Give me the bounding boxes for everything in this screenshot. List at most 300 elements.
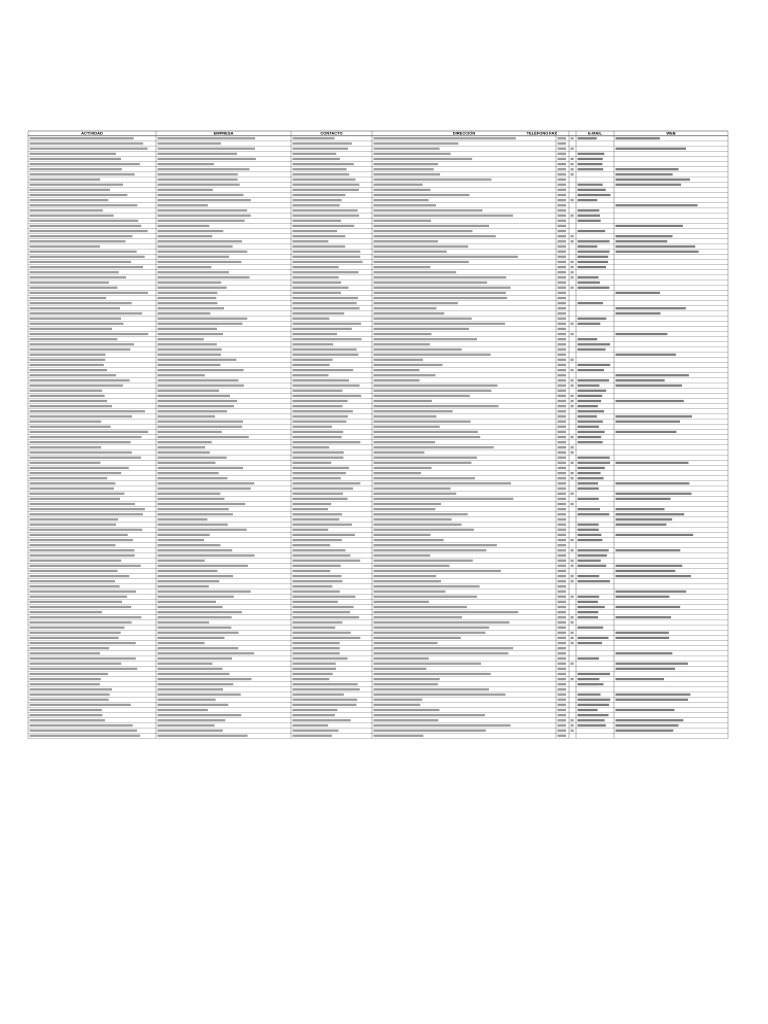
table-cell-text[interactable] [616, 596, 670, 598]
table-cell-text [558, 575, 567, 577]
table-cell-text [158, 302, 218, 304]
table-cell-text[interactable] [578, 436, 602, 438]
table-cell-text [374, 730, 486, 732]
table-cell-text[interactable] [616, 632, 669, 634]
table-cell-text[interactable] [578, 230, 606, 232]
table-cell-text [293, 524, 352, 526]
table-cell-text [374, 137, 516, 139]
table-cell-text[interactable] [578, 724, 606, 726]
table-cell-text [293, 364, 330, 366]
table-cell-text[interactable] [578, 467, 605, 469]
table-cell-text[interactable] [578, 137, 597, 139]
table-cell-text[interactable] [578, 338, 598, 340]
table-cell-text [293, 673, 333, 675]
table-cell-text [558, 688, 567, 690]
table-cell-text [30, 148, 148, 150]
table-cell-text[interactable] [578, 395, 603, 397]
table-cell-text[interactable] [616, 421, 680, 423]
table-cell-text [293, 343, 334, 345]
table-cell-text[interactable] [616, 168, 679, 170]
table-cell-text [293, 271, 359, 273]
table-cell-text [158, 601, 216, 603]
table-cell-text [158, 374, 205, 376]
table-cell-text [293, 611, 351, 613]
table-cell-text[interactable] [578, 158, 603, 160]
table-cell-text [374, 513, 468, 515]
table-cell-text [293, 230, 338, 232]
table-cell-text[interactable] [616, 374, 689, 376]
table-cell-text [374, 719, 439, 721]
table-cell-text[interactable] [616, 513, 685, 515]
table-cell-text[interactable] [616, 493, 692, 495]
table-cell-text[interactable] [578, 251, 610, 253]
table-cell-text[interactable] [578, 421, 603, 423]
table-cell-text [158, 719, 226, 721]
table-cell-text[interactable] [578, 431, 605, 433]
table-cell-text [158, 663, 213, 665]
table-cell-text [30, 142, 144, 144]
table-cell-text[interactable] [578, 549, 609, 551]
table-cell-text[interactable] [578, 575, 600, 577]
table-cell-text[interactable] [578, 554, 607, 556]
table-cell-text[interactable] [578, 709, 598, 711]
table-cell-text [293, 137, 335, 139]
header-fax: FAX [549, 130, 557, 136]
table-cell-text[interactable] [578, 266, 607, 268]
table-cell-text [558, 621, 567, 623]
table-cell-text [374, 585, 480, 587]
table-cell-text[interactable] [578, 498, 599, 500]
table-cell-text [374, 663, 482, 665]
table-cell-text [374, 348, 462, 350]
table-cell-text[interactable] [578, 405, 598, 407]
table-cell-text[interactable] [578, 384, 600, 386]
table-cell-text[interactable] [578, 184, 603, 186]
table-cell-text [558, 379, 567, 381]
table-cell-text [30, 251, 137, 253]
table-cell-text[interactable] [578, 637, 609, 639]
table-cell-text[interactable] [616, 678, 665, 680]
table-cell-text [293, 704, 357, 706]
table-cell-text [293, 590, 340, 592]
table-cell-text [558, 395, 567, 397]
table-cell-text[interactable] [578, 168, 604, 170]
table-cell-text [30, 137, 134, 139]
table-cell-text[interactable] [578, 390, 607, 392]
table-cell-text [293, 699, 358, 701]
table-cell-text [558, 431, 567, 433]
table-cell-text[interactable] [578, 281, 600, 283]
table-cell-text [293, 724, 329, 726]
table-cell-text[interactable] [578, 627, 604, 629]
table-cell-text [293, 596, 356, 598]
table-cell-text [30, 405, 113, 407]
table-cell-text [158, 534, 210, 536]
table-cell-text [158, 570, 218, 572]
table-cell-text[interactable] [616, 415, 692, 417]
table-cell-text[interactable] [578, 379, 610, 381]
table-cell-text [293, 292, 341, 294]
table-cell-text[interactable] [616, 606, 681, 608]
table-cell-text [293, 457, 344, 459]
table-cell-text[interactable] [616, 333, 668, 335]
table-cell-text [293, 189, 359, 191]
table-cell-text [30, 168, 122, 170]
table-cell-text [374, 287, 511, 289]
table-cell-text [374, 436, 481, 438]
table-cell-text[interactable] [578, 477, 604, 479]
table-cell-text [558, 178, 567, 180]
table-cell-text [558, 611, 567, 613]
table-cell-text [558, 302, 567, 304]
table-cell-text [293, 142, 352, 144]
table-cell-text [30, 436, 142, 438]
table-cell-text [158, 431, 222, 433]
table-cell-text[interactable] [578, 539, 603, 541]
table-cell-text[interactable] [578, 611, 599, 613]
table-cell-text[interactable] [616, 482, 690, 484]
table-cell-text[interactable] [616, 173, 673, 175]
table-cell-text[interactable] [578, 302, 603, 304]
table-cell-text [558, 673, 567, 675]
table-cell-text[interactable] [578, 410, 605, 412]
table-cell-text[interactable] [616, 719, 684, 721]
table-cell-text[interactable] [578, 220, 601, 222]
table-cell-text [293, 173, 350, 175]
table-cell-text [374, 276, 507, 278]
table-cell-text[interactable] [578, 565, 607, 567]
table-cell-text [158, 338, 204, 340]
table-cell-text[interactable] [578, 215, 600, 217]
table-cell-text [158, 611, 242, 613]
table-cell-text[interactable] [616, 652, 673, 654]
table-cell-text [30, 683, 100, 685]
table-cell-text[interactable] [578, 487, 599, 489]
table-cell-text[interactable] [578, 343, 611, 345]
table-cell-text[interactable] [616, 245, 696, 247]
table-cell-text [558, 647, 567, 649]
table-cell-text [558, 369, 567, 371]
table-cell-text [158, 549, 233, 551]
table-cell-text[interactable] [578, 683, 604, 685]
table-cell-text[interactable] [616, 312, 661, 314]
table-cell-text [374, 343, 430, 345]
table-cell-text[interactable] [578, 364, 611, 366]
table-cell-text[interactable] [616, 384, 682, 386]
table-cell-text[interactable] [578, 240, 610, 242]
table-cell-text [158, 472, 219, 474]
table-cell-text [558, 451, 567, 453]
table-cell-text [293, 251, 361, 253]
table-cell-text[interactable] [578, 673, 610, 675]
table-cell-text [158, 153, 237, 155]
table-cell-text [158, 287, 227, 289]
table-cell-text[interactable] [578, 415, 597, 417]
table-cell-text[interactable] [616, 240, 668, 242]
table-cell-text [558, 678, 567, 680]
table-cell-text [158, 421, 244, 423]
table-cell-text [30, 153, 116, 155]
table-cell-text [158, 256, 230, 258]
table-cell-text[interactable] [578, 699, 611, 701]
table-cell-text[interactable] [578, 529, 599, 531]
table-cell-text[interactable] [616, 204, 698, 206]
table-cell-text[interactable] [578, 163, 603, 165]
table-cell-text [158, 400, 238, 402]
table-cell-text [293, 225, 355, 227]
table-cell-text[interactable] [578, 657, 600, 659]
table-cell-text[interactable] [616, 225, 683, 227]
table-cell-text[interactable] [616, 724, 679, 726]
table-cell-text [558, 297, 567, 299]
table-cell-text[interactable] [578, 693, 601, 695]
table-cell-text [30, 199, 109, 201]
table-cell-text[interactable] [578, 348, 606, 350]
table-cell-text [30, 513, 143, 515]
table-cell-text[interactable] [578, 714, 609, 716]
table-cell-text [558, 261, 567, 263]
table-cell-text[interactable] [616, 379, 665, 381]
table-cell-text[interactable] [616, 400, 684, 402]
table-cell-text[interactable] [616, 693, 691, 695]
table-cell-text [30, 524, 117, 526]
table-cell-text [558, 565, 567, 567]
table-cell-text[interactable] [578, 616, 599, 618]
table-cell-text[interactable] [578, 426, 599, 428]
table-cell-text [158, 590, 251, 592]
table-cell-text [158, 364, 221, 366]
table-cell-text [158, 230, 224, 232]
table-cell-text[interactable] [616, 251, 699, 253]
table-cell-text [158, 189, 213, 191]
table-cell-text [158, 215, 251, 217]
table-cell-text[interactable] [616, 178, 690, 180]
table-cell-text [558, 596, 567, 598]
table-cell-text [293, 601, 338, 603]
table-cell-text [158, 245, 233, 247]
table-cell-text [30, 235, 133, 237]
table-cell-text [293, 204, 340, 206]
table-cell-text [158, 384, 244, 386]
table-cell-text [293, 678, 330, 680]
table-cell-text[interactable] [578, 513, 610, 515]
table-cell-text [293, 560, 361, 562]
table-cell-text[interactable] [578, 534, 602, 536]
table-cell-text [293, 441, 361, 443]
table-cell-text [293, 637, 361, 639]
table-cell-text[interactable] [616, 518, 673, 520]
table-cell-text [30, 230, 148, 232]
table-cell-text[interactable] [616, 498, 671, 500]
table-cell-text[interactable] [616, 307, 686, 309]
table-cell-text[interactable] [578, 606, 605, 608]
table-cell-text [374, 539, 444, 541]
table-cell-text [293, 209, 358, 211]
table-cell-text [30, 343, 135, 345]
table-cell-text [374, 632, 486, 634]
table-cell-text [558, 513, 567, 515]
table-cell-text [374, 554, 431, 556]
table-cell-text[interactable] [578, 189, 606, 191]
table-cell-text [374, 426, 440, 428]
table-cell-text[interactable] [616, 590, 687, 592]
table-cell-text [571, 215, 574, 217]
table-cell-text [158, 163, 214, 165]
table-cell-text[interactable] [616, 570, 676, 572]
table-cell-text [374, 467, 432, 469]
table-cell-text [158, 544, 221, 546]
table-cell-text[interactable] [616, 549, 681, 551]
table-cell-text [30, 354, 106, 356]
table-cell-text [558, 184, 567, 186]
table-cell-text [158, 359, 237, 361]
table-cell-text[interactable] [616, 534, 694, 536]
table-cell-text[interactable] [578, 323, 601, 325]
table-cell-text [558, 642, 567, 644]
table-cell-text[interactable] [578, 472, 601, 474]
table-cell-text[interactable] [578, 287, 610, 289]
table-cell-text [558, 281, 567, 283]
table-cell-text[interactable] [616, 431, 677, 433]
table-cell-text[interactable] [578, 276, 599, 278]
table-cell-text[interactable] [578, 704, 610, 706]
table-cell-text [571, 451, 574, 453]
table-cell-text [558, 348, 567, 350]
table-cell-text [374, 235, 496, 237]
table-cell-text [30, 379, 130, 381]
table-cell-text [158, 251, 248, 253]
table-cell-text[interactable] [616, 524, 667, 526]
table-cell-text [374, 657, 429, 659]
table-cell-text[interactable] [616, 462, 689, 464]
table-cell-text [293, 693, 344, 695]
table-cell-text [571, 235, 574, 237]
table-cell-text [293, 657, 348, 659]
table-cell-text[interactable] [616, 137, 660, 139]
table-cell-text[interactable] [616, 575, 691, 577]
table-cell-text[interactable] [616, 508, 665, 510]
table-cell-text[interactable] [578, 441, 603, 443]
table-cell-text[interactable] [616, 184, 682, 186]
table-cell-text[interactable] [578, 318, 607, 320]
table-cell-text[interactable] [616, 292, 660, 294]
table-cell-text [158, 678, 252, 680]
table-cell-text [571, 560, 574, 562]
table-cell-text [293, 493, 343, 495]
table-cell-text [571, 271, 574, 273]
table-cell-text[interactable] [616, 148, 686, 150]
table-cell-text[interactable] [578, 642, 602, 644]
table-cell-text [374, 621, 510, 623]
table-cell-text [30, 426, 111, 428]
table-cell-text [30, 508, 145, 510]
table-cell-text[interactable] [578, 678, 600, 680]
table-cell-text[interactable] [616, 709, 675, 711]
table-cell-text [558, 204, 567, 206]
table-cell-text [158, 405, 234, 407]
table-cell-text [293, 668, 337, 670]
table-cell-text [558, 560, 567, 562]
table-cell-text [374, 256, 518, 258]
table-cell-text [158, 560, 205, 562]
table-cell-text[interactable] [616, 668, 676, 670]
table-cell-text[interactable] [616, 663, 688, 665]
table-cell-text [374, 158, 473, 160]
table-cell-text[interactable] [616, 354, 676, 356]
table-cell-text[interactable] [578, 457, 610, 459]
table-cell-text[interactable] [616, 616, 672, 618]
table-cell-text[interactable] [616, 730, 674, 732]
table-cell-text[interactable] [578, 524, 599, 526]
table-cell-text [374, 503, 442, 505]
table-cell-text[interactable] [578, 580, 610, 582]
table-cell-text [158, 627, 232, 629]
table-cell-text [571, 400, 574, 402]
table-cell-text[interactable] [616, 565, 683, 567]
table-cell-text [374, 637, 461, 639]
table-cell-text[interactable] [616, 637, 670, 639]
table-cell-text[interactable] [578, 153, 605, 155]
table-cell-text[interactable] [578, 508, 601, 510]
table-cell-text [374, 364, 443, 366]
table-cell-text [30, 503, 135, 505]
table-cell-text [293, 374, 329, 376]
table-cell-text [374, 498, 514, 500]
table-cell-text [558, 704, 567, 706]
table-cell-text[interactable] [578, 256, 609, 258]
table-cell-text [293, 384, 360, 386]
table-cell-text [293, 178, 356, 180]
table-cell-text [30, 287, 118, 289]
table-cell-text[interactable] [578, 719, 605, 721]
table-cell-text [374, 333, 432, 335]
table-cell-text [558, 436, 567, 438]
table-cell-text[interactable] [578, 261, 609, 263]
table-cell-text[interactable] [578, 209, 600, 211]
table-cell-text [293, 529, 329, 531]
table-cell-text [30, 544, 116, 546]
table-cell-text [158, 632, 239, 634]
table-cell-text [558, 384, 567, 386]
table-cell-text [293, 184, 360, 186]
table-cell-text[interactable] [578, 462, 611, 464]
table-cell-text[interactable] [616, 699, 689, 701]
table-cell-text[interactable] [616, 235, 673, 237]
table-cell-text[interactable] [578, 601, 598, 603]
table-cell-text [30, 220, 139, 222]
table-cell-text [30, 415, 133, 417]
table-cell-text [293, 354, 359, 356]
table-cell-text [571, 503, 574, 505]
table-cell-text[interactable] [578, 199, 598, 201]
table-cell-text[interactable] [578, 369, 605, 371]
table-cell-text[interactable] [578, 400, 602, 402]
table-cell-text[interactable] [578, 560, 601, 562]
table-cell-text [158, 271, 229, 273]
table-cell-text [374, 462, 472, 464]
table-cell-text [30, 451, 132, 453]
table-cell-text[interactable] [578, 245, 598, 247]
table-cell-text [158, 575, 234, 577]
table-cell-text[interactable] [578, 194, 611, 196]
table-cell-text [158, 735, 248, 737]
table-cell-text[interactable] [578, 482, 598, 484]
table-cell-text [571, 148, 574, 150]
table-cell-text [558, 580, 567, 582]
table-cell-text [30, 266, 144, 268]
table-cell-text[interactable] [578, 596, 600, 598]
table-cell-text [571, 477, 574, 479]
